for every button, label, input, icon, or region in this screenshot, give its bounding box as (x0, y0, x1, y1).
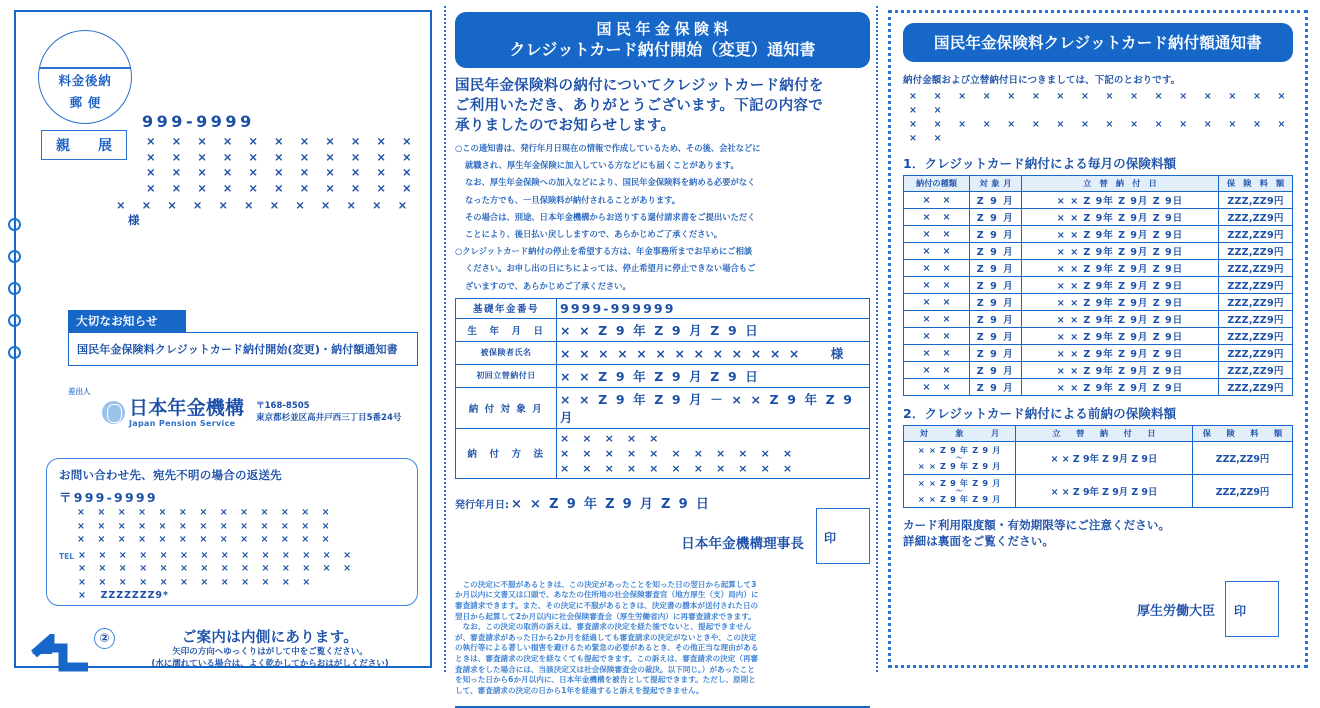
bullet-line: ○クレジットカード納付の停止を希望する方は、年金事務所までお早めにご相談 (455, 246, 753, 257)
cell-date: × × Z 9年 Z 9月 Z 9日 (1022, 243, 1219, 260)
cell-amount: ZZZ,ZZ9円 (1219, 243, 1293, 260)
payment-lead: 納付金額および立替納付日につきましては、下記のとおりです。 (903, 75, 1181, 86)
bullet-line: その場合は、別途、日本年金機構からお送りする還付請求書をご提出いただく (465, 211, 756, 222)
panel-payment-amounts (888, 10, 1308, 668)
range-tilde: ～ (955, 454, 964, 462)
col-header-month: 対象月 (970, 176, 1022, 192)
section1-title: 1．クレジットカード納付による毎月の保険料額 (903, 156, 1177, 171)
table-row (456, 341, 870, 364)
table-header-row (904, 426, 1293, 442)
minister-name: 厚生労働大臣 (1136, 603, 1215, 619)
cell-date: × × Z 9年 Z 9月 Z 9日 (1022, 379, 1219, 396)
sender-label: 差出人 (68, 387, 91, 396)
table-row (904, 379, 1293, 396)
cell-amount: ZZZ,ZZ9円 (1219, 260, 1293, 277)
cell-month: Z 9 月 (970, 311, 1022, 328)
row-label: 基礎年金番号 (456, 298, 557, 318)
bullet-line: ○この通知書は、発行年月日現在の情報で作成しているため、その後、会社などに (455, 143, 761, 153)
prepaid-premium-table (903, 425, 1293, 508)
legal-line: 査請求をした場合には、当該決定又は社会保険審査会の裁決。以下同じ。）があったこと (455, 664, 755, 674)
cell-date: × × Z 9年 Z 9月 Z 9日 (1022, 277, 1219, 294)
cell-amount: ZZZ,ZZ9円 (1219, 192, 1293, 209)
tel-values (78, 549, 405, 603)
return-address-line: × × × × × × × × × × × × × (77, 534, 335, 545)
col-header-amount: 保 険 料 額 (1193, 426, 1293, 442)
jps-logo-icon (102, 401, 125, 424)
signature-row (455, 520, 870, 564)
cell-date: × × Z 9年 Z 9月 Z 9日 (1016, 475, 1193, 508)
cell-amount: ZZZ,ZZ9円 (1193, 442, 1293, 475)
cell-month: Z 9 月 (970, 277, 1022, 294)
cell-amount: ZZZ,ZZ9円 (1219, 379, 1293, 396)
cell-date: × × Z 9年 Z 9月 Z 9日 (1022, 345, 1219, 362)
bullet-line: なお、厚生年金保険への加入などにより、国民年金保険料を納める必要がなく (465, 177, 756, 188)
punch-hole-icon (8, 314, 21, 327)
tel-line: × × × × × × × × × × × × × (78, 576, 315, 601)
range-to: × × Z 9 年 Z 9 月 (917, 494, 1002, 504)
bullet-line: 就職され、厚生年金保険に加入している方などにも届くことがあります。 (465, 160, 739, 171)
method-line: × × × × × (560, 431, 663, 445)
notice-bullets (455, 143, 870, 292)
cell-date: × × Z 9年 Z 9月 Z 9日 (1022, 362, 1219, 379)
row-label: 初回立替納付日 (456, 364, 557, 387)
note-line-2: 詳細は裏面をご覧ください。 (903, 534, 1054, 548)
cell-amount: ZZZ,ZZ9円 (1219, 345, 1293, 362)
card-usage-note (903, 517, 1293, 549)
punch-hole-icon (8, 282, 21, 295)
postal-mark-circle (38, 30, 132, 124)
payment-header (903, 23, 1293, 62)
row-value: × × Z 9 年 Z 9 月 Z 9 日 (557, 318, 870, 341)
return-address-lines (77, 506, 405, 547)
punch-hole-column (8, 218, 21, 378)
table-row (904, 192, 1293, 209)
monthly-premium-table (903, 175, 1293, 396)
cell-kind: × × (904, 209, 970, 226)
document-code: ZZZZZZZ9* (100, 590, 169, 601)
return-address-box (46, 458, 418, 606)
table-row (456, 428, 870, 478)
bullet-line: ことにより、後日払い戻ししますので、あらかじめご了承ください。 (465, 229, 723, 240)
minister-signature (1137, 581, 1279, 637)
issue-date-value: × × Z 9 年 Z 9 月 Z 9 日 (511, 496, 711, 512)
placeholder-line: × × × × × × × × × × × × × × × × × × (909, 119, 1293, 144)
payment-header-text: 国民年金保険料クレジットカード納付額通知書 (934, 34, 1262, 52)
cell-amount: ZZZ,ZZ9円 (1219, 311, 1293, 328)
legal-line: この決定に不服があるときは、この決定があったことを知った日の翌日から起算して3 (455, 579, 757, 589)
table-row (456, 387, 870, 428)
recipient-address-line: × × × × × × × × × × × (146, 149, 418, 164)
signer-name: 日本年金機構理事長 (681, 535, 804, 552)
notice-lead-line: 承りましたのでお知らせします。 (455, 118, 676, 134)
cell-month: Z 9 月 (970, 362, 1022, 379)
cell-kind: × × (904, 243, 970, 260)
return-telephone (59, 549, 405, 603)
cell-kind: × × (904, 277, 970, 294)
organization-names (129, 398, 244, 428)
guide-sub-1: 矢印の方向へゆっくりはがして中をご覧ください。 (172, 647, 368, 657)
return-box-title: お問い合わせ先、宛先不明の場合の返送先 (59, 468, 282, 482)
punch-hole-icon (8, 346, 21, 359)
col-header-amount: 保 険 料 額 (1219, 176, 1293, 192)
peel-direction-arrow-icon (30, 634, 90, 682)
row-value: × × Z 9 年 Z 9 月 － × × Z 9 年 Z 9 月 (557, 387, 870, 428)
important-notice-tab: 大切なお知らせ (68, 310, 186, 332)
range-from: × × Z 9 年 Z 9 月 (917, 445, 1002, 455)
tel-label: TEL (59, 551, 75, 561)
notice-lead-line: ご利用いただき、ありがとうございます。下記の内容で (455, 98, 824, 114)
cell-kind: × × (904, 294, 970, 311)
confidential-label: 親 展 (41, 130, 127, 160)
notice-lead (455, 76, 870, 136)
bullet-line: ざいますので、あらかじめご了承ください。 (465, 280, 631, 291)
cell-amount: ZZZ,ZZ9円 (1219, 277, 1293, 294)
table-row (904, 345, 1293, 362)
cell-kind: × × (904, 345, 970, 362)
cell-month: Z 9 月 (970, 328, 1022, 345)
notice-title-box: 国民年金保険料クレジットカード納付開始(変更)・納付額通知書 (68, 332, 418, 366)
cell-date: × × Z 9年 Z 9月 Z 9日 (1022, 192, 1219, 209)
postal-mark-line1: 料金後納 (58, 73, 112, 88)
table-row (904, 362, 1293, 379)
table-row (904, 475, 1293, 508)
method-line: × × × × × × × × × × × (560, 446, 797, 460)
issue-date-row (455, 493, 870, 512)
table-row (904, 294, 1293, 311)
col-header-date: 立 替 納 付 日 (1022, 176, 1219, 192)
cell-kind: × × (904, 226, 970, 243)
table-row (456, 318, 870, 341)
placeholder-line: × × × × × × × × × × × × × × × × × × (909, 91, 1293, 116)
seal-char: 印 (1234, 604, 1247, 618)
cell-month: Z 9 月 (970, 260, 1022, 277)
table-row (456, 364, 870, 387)
notice-header (455, 12, 870, 68)
recipient-address-line: × × × × × × × × × × × (146, 180, 418, 195)
section2-title: 2．クレジットカード納付による前納の保険料額 (903, 406, 1177, 421)
subscriber-detail-table (455, 298, 870, 479)
cell-date: × × Z 9年 Z 9月 Z 9日 (1022, 328, 1219, 345)
return-address-line: × × × × × × × × × × × × × (77, 520, 335, 532)
official-seal-box (816, 508, 870, 564)
row-label: 納 付 対 象 月 (456, 387, 557, 428)
bullet-line: なった方でも、一旦保険料が納付されることがあります。 (465, 194, 681, 205)
table-row (904, 311, 1293, 328)
cell-kind: × × (904, 260, 970, 277)
payment-placeholder-lines (909, 90, 1293, 146)
issue-date-label: 発行年月日: (455, 499, 509, 511)
cell-date: × × Z 9年 Z 9月 Z 9日 (1022, 260, 1219, 277)
table-row (904, 260, 1293, 277)
recipient-name-row (116, 198, 430, 228)
cell-amount: ZZZ,ZZ9円 (1219, 226, 1293, 243)
row-value: × × Z 9 年 Z 9 月 Z 9 日 (557, 364, 870, 387)
recipient-address-line: × × × × × × × × × × × (146, 165, 418, 179)
legal-line: ときは、審査請求の決定を経なくても提起できます。この訴えは、審査請求の決定（再審 (455, 653, 759, 663)
payment-method-value (557, 428, 870, 478)
cell-month-range (904, 442, 1016, 475)
cell-amount: ZZZ,ZZ9円 (1219, 209, 1293, 226)
col-header-target-month: 対 象 月 (904, 426, 1016, 442)
cell-month: Z 9 月 (970, 379, 1022, 396)
cell-amount: ZZZ,ZZ9円 (1219, 294, 1293, 311)
cell-month-range (904, 475, 1016, 508)
col-header-date: 立 替 納 付 日 (1016, 426, 1193, 442)
org-zip: 〒168-8505 (256, 401, 310, 411)
cell-kind: × × (904, 379, 970, 396)
cell-kind: × × (904, 362, 970, 379)
legal-line: なお、この決定の取消の訴えは、審査請求の決定を経た後でないと、提起できません (455, 622, 752, 632)
page-number-badge: ② (94, 628, 115, 649)
recipient-name: × × × × × × × × × × × × (116, 198, 414, 212)
table-row (904, 226, 1293, 243)
org-name-en: Japan Pension Service (129, 419, 236, 428)
punch-hole-icon (8, 250, 21, 263)
panel-notice (455, 12, 870, 695)
legal-line: か月以内に文書又は口頭で、あなたの住所地の社会保険審査官（地方厚生（支）局内）に (455, 590, 759, 600)
guide-sub-2: (水に濡れている場合は、よく乾かしてからおはがしください) (151, 658, 389, 669)
row-label: 生 年 月 日 (456, 318, 557, 341)
organization-block (102, 398, 401, 428)
notice-header-line2: クレジットカード納付開始（変更）通知書 (509, 40, 816, 59)
recipient-zip: 999-9999 (142, 112, 255, 131)
punch-hole-icon (8, 218, 21, 231)
cell-month: Z 9 月 (970, 192, 1022, 209)
cell-kind: × × (904, 311, 970, 328)
cell-kind: × × (904, 192, 970, 209)
minister-seal-box (1225, 581, 1279, 637)
recipient-address-block (146, 134, 418, 196)
cell-month: Z 9 月 (970, 226, 1022, 243)
table-row (904, 243, 1293, 260)
bullet-line: ください。お申し出の日にちによっては、停止希望月に停止できない場合もご (465, 263, 756, 274)
tel-line: × × × × × × × × × × × × × × (78, 563, 356, 574)
cell-date: × × Z 9年 Z 9月 Z 9日 (1022, 209, 1219, 226)
cell-kind: × × (904, 328, 970, 345)
note-line-1: カード利用限度額・有効期限等にご注意ください。 (903, 518, 1171, 532)
cell-date: × × Z 9年 Z 9月 Z 9日 (1022, 226, 1219, 243)
notice-header-line1: 国民年金保険料 (596, 20, 733, 38)
table-row (456, 298, 870, 318)
legal-appeal-text (455, 580, 870, 697)
seal-char: 印 (824, 530, 837, 545)
legal-line: 翌日から起算して2か月以内に社会保険審査会（厚生労働省内）に再審査請求できます。 (455, 611, 756, 621)
recipient-honorific: 様 (128, 213, 146, 227)
tel-line: × × × × × × × × × × × × × × (78, 549, 356, 561)
legal-line: して、審査請求の決定の日から1年を経過すると訴えを提起できません。 (455, 685, 704, 695)
table-row (904, 328, 1293, 345)
org-address: 東京都杉並区高井戸西三丁目5番24号 (256, 412, 402, 423)
cell-date: × × Z 9年 Z 9月 Z 9日 (1022, 311, 1219, 328)
range-tilde: ～ (955, 487, 964, 495)
panel-envelope-face (14, 10, 432, 668)
legal-line: の執行等による著しい損害を避けるため緊急の必要があるとき、その他正当な理由がある (455, 643, 759, 653)
postal-mark-line2: 郵便 (69, 95, 106, 110)
table-row (904, 277, 1293, 294)
range-to: × × Z 9 年 Z 9 月 (917, 461, 1002, 471)
cell-amount: ZZZ,ZZ9円 (1193, 475, 1293, 508)
org-name-ja: 日本年金機構 (129, 397, 245, 419)
row-label: 被保険者氏名 (456, 341, 557, 364)
row-value: × × × × × × × × × × × × × 様 (557, 341, 870, 364)
cell-date: × × Z 9年 Z 9月 Z 9日 (1016, 442, 1193, 475)
tel-line-with-code (78, 576, 405, 603)
cell-month: Z 9 月 (970, 243, 1022, 260)
cell-month: Z 9 月 (970, 294, 1022, 311)
peel-guide-text (120, 626, 420, 670)
notice-lead-line: 国民年金保険料の納付についてクレジットカード納付を (455, 78, 824, 94)
table-row (904, 209, 1293, 226)
table-row (904, 442, 1293, 475)
perforation-line-right (876, 6, 878, 672)
method-line: × × × × × × × × × × × (560, 461, 797, 475)
guide-main: ご案内は内側にあります。 (181, 630, 359, 646)
cell-amount: ZZZ,ZZ9円 (1219, 362, 1293, 379)
cell-month: Z 9 月 (970, 345, 1022, 362)
perforation-line-left (444, 6, 446, 672)
table-header-row (904, 176, 1293, 192)
range-from: × × Z 9 年 Z 9 月 (917, 478, 1002, 488)
legal-line: 審査請求できます。また、その決定に不服があるときは、決定書の謄本が送付された日の (455, 601, 759, 611)
cell-month: Z 9 月 (970, 209, 1022, 226)
legal-line: が、審査請求があった日から2か月を経過しても審査請求の決定がないときや、この決定 (455, 632, 757, 642)
return-address-line: × × × × × × × × × × × × × (77, 507, 335, 518)
postal-mark-divider (39, 67, 131, 69)
col-header-kind: 納付の種類 (904, 176, 970, 192)
return-zip: 〒999-9999 (59, 490, 158, 505)
legal-line: を知った日から6か月以内に、日本年金機構を被告として提起できます。ただし、原則と (455, 675, 756, 685)
row-value: 9999-999999 (557, 298, 870, 318)
cell-amount: ZZZ,ZZ9円 (1219, 328, 1293, 345)
recipient-address-line: × × × × × × × × × × × (146, 134, 418, 148)
payment-method-label: 納 付 方 法 (456, 428, 557, 478)
cell-date: × × Z 9年 Z 9月 Z 9日 (1022, 294, 1219, 311)
organization-address (256, 401, 401, 424)
